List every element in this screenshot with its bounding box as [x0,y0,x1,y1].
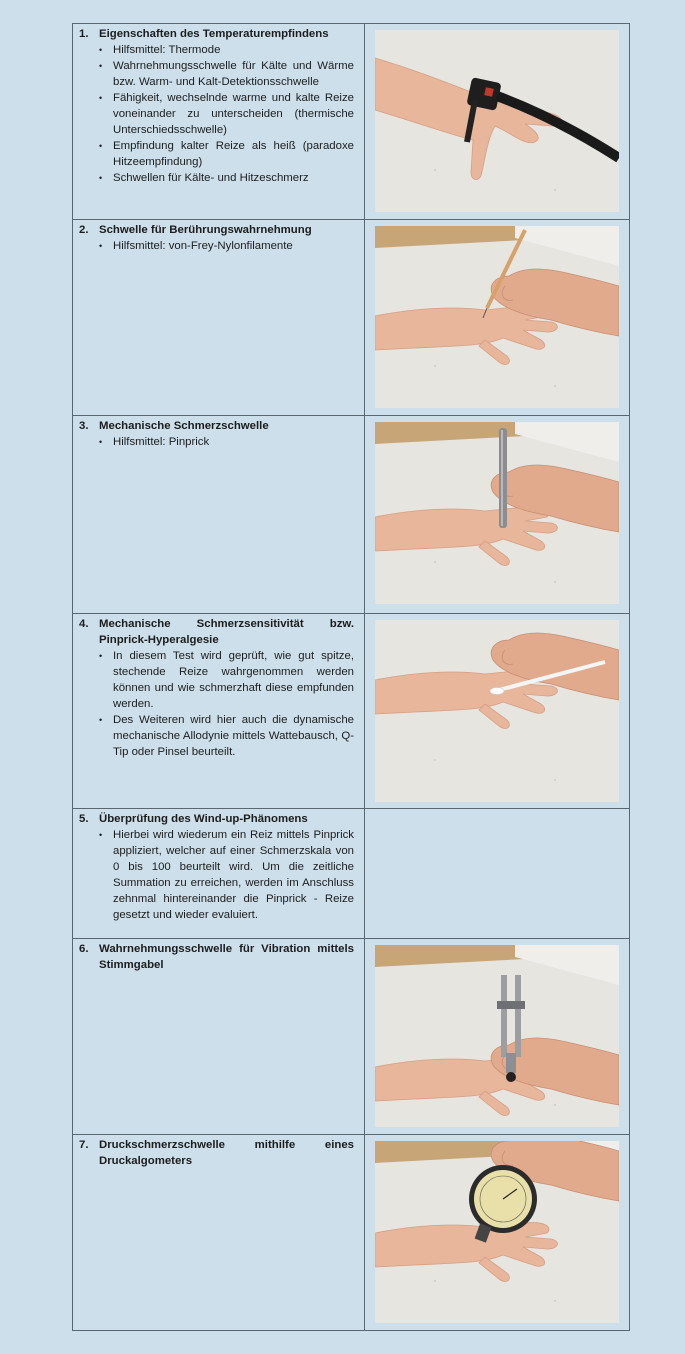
test-number: 1. [79,28,89,40]
bullet-item: • Wahrnehmungsschwelle für Kälte und Wärme bzw. Warm- und Kalt-Detektionsschwelle [79,58,354,90]
test-title-text: Mechanische Schmerzschwelle [99,420,269,432]
test-title [79,418,354,434]
bullet-item: • Fähigkeit, wechselnde warme und kalte Reize voneinander zu unterscheiden (thermische Unterschiedsschwelle) [79,90,354,138]
test-title-text: Überprüfung des Wind-up-Phänomens [99,813,308,825]
bullet-list [79,238,354,254]
test-title [79,811,354,827]
test-description-cell [73,220,365,416]
bullet-list [79,42,354,186]
test-description-cell [73,1135,365,1331]
table-row [73,614,630,809]
test-description-cell [73,614,365,809]
bullet-item: • Hierbei wird wiederum ein Reiz mittels Pinprick appliziert, welcher auf einer Schmerzskala von 0 bis 100 beurteilt wird. Um die zeitliche Summation zu erreichen, werden im Anschluss zehnmal hintereinander die Pinprick - Reize gesetzt und wieder evaluiert. [79,827,354,923]
test-number: 7. [79,1139,89,1151]
photo-pinprick [375,422,619,604]
test-number: 6. [79,943,89,955]
test-title-text: Eigenschaften des Temperaturempfindens [99,28,329,40]
test-number: 4. [79,618,89,630]
table-row [73,416,630,614]
photo-tuning-fork [375,945,619,1127]
bullet-list [79,648,354,760]
bullet-item: • Hilfsmittel: Thermode [79,42,354,58]
bullet-item: • Des Weiteren wird hier auch die dynamische mechanische Allodynie mittels Wattebausch, Q-Tip oder Pinsel beurteilt. [79,712,354,760]
table-row [73,939,630,1135]
bullet-item: • Schwellen für Kälte- und Hitzeschmerz [79,170,354,186]
photo-cell [365,809,630,939]
photo-cell [365,1135,630,1331]
bullet-item: • Empfindung kalter Reize als heiß (paradoxe Hitzeempfindung) [79,138,354,170]
test-title-text: Schwelle für Berührungswahrnehmung [99,224,312,236]
test-title-text: Druckschmerzschwelle mithilfe eines Druckalgometers [99,1139,354,1167]
test-description-cell [73,939,365,1135]
test-title [79,222,354,238]
photo-q-tip [375,620,619,802]
table-row [73,809,630,939]
table-row [73,24,630,220]
bullet-item: • Hilfsmittel: von-Frey-Nylonfilamente [79,238,354,254]
photo-algometer [375,1141,619,1323]
qst-table [72,23,630,1331]
test-title [79,1137,354,1169]
test-number: 3. [79,420,89,432]
table-row [73,220,630,416]
photo-cell [365,220,630,416]
bullet-list [79,827,354,923]
test-description-cell [73,809,365,939]
bullet-item: • In diesem Test wird geprüft, wie gut spitze, stechende Reize wahrgenommen werden können und wie schmerzhaft diese empfunden werden. [79,648,354,712]
photo-cell [365,24,630,220]
photo-von-frey-filament [375,226,619,408]
test-title [79,941,354,973]
photo-cell [365,939,630,1135]
photo-cell [365,614,630,809]
photo-thermode-on-wrist [375,30,619,212]
test-description-cell [73,416,365,614]
bullet-list [79,434,354,450]
test-title [79,616,354,648]
test-description-cell [73,24,365,220]
photo-cell [365,416,630,614]
table-row [73,1135,630,1331]
test-title-text: Wahrnehmungsschwelle für Vibration mittels Stimmgabel [99,943,354,971]
test-title-text: Mechanische Schmerzsensitivität bzw. Pinprick-Hyperalgesie [99,618,354,646]
test-title [79,26,354,42]
test-number: 2. [79,224,89,236]
test-number: 5. [79,813,89,825]
bullet-item: • Hilfsmittel: Pinprick [79,434,354,450]
